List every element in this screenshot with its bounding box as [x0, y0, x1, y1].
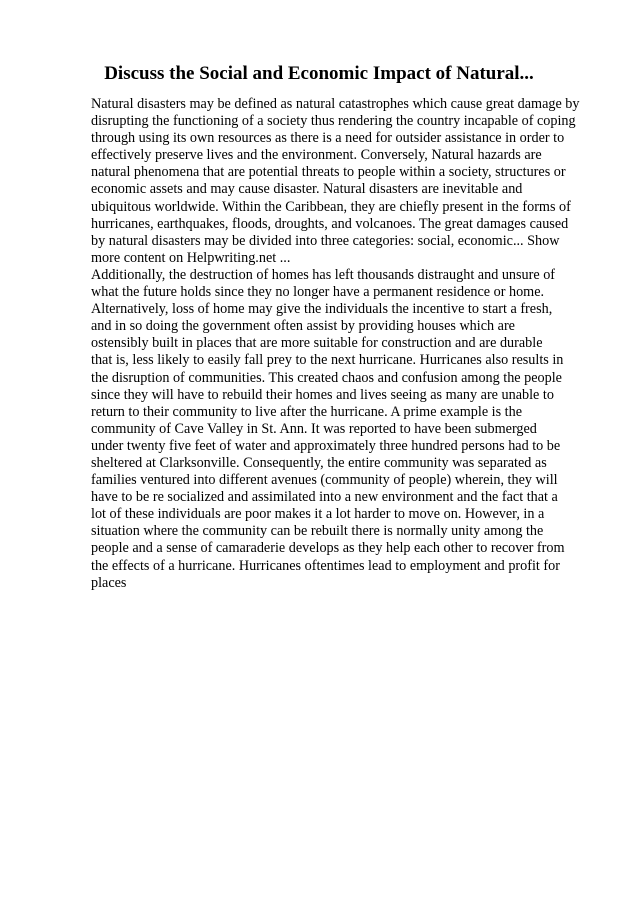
body-line: return to their community to live after the hurricane. A prime example is the [91, 403, 523, 420]
body-line: the effects of a hurricane. Hurricanes oftentimes lead to employment and profit for [91, 557, 560, 574]
body-line: Additionally, the destruction of homes has left thousands distraught and unsure of [91, 266, 556, 283]
body-line: hurricanes, earthquakes, floods, droughts, and volcanoes. The great damages caused [91, 215, 569, 232]
body-line: have to be re socialized and assimilated into a new environment and the fact that a [91, 489, 558, 506]
body-line: effectively preserve lives and the environment. Conversely, Natural hazards are [91, 147, 542, 164]
body-line: what the future holds since they no longer have a permanent residence or home. [91, 284, 545, 301]
body-line: situation where the community can be rebuilt there is normally unity among the [91, 523, 544, 540]
body-line: sheltered at Clarksonville. Consequently, the entire community was separated as [91, 454, 547, 471]
body-line: economic assets and may cause disaster. Natural disasters are inevitable and [91, 181, 523, 198]
body-line: ubiquitous worldwide. Within the Caribbean, they are chiefly present in the forms of [91, 198, 571, 215]
body-line: through using its own resources as there is a need for outsider assistance in order to [91, 130, 565, 147]
body-line: disrupting the functioning of a society thus rendering the country incapable of coping [91, 113, 576, 130]
body-line: Alternatively, loss of home may give the individuals the incentive to start a fresh, [91, 301, 553, 318]
body-line: people and a sense of camaraderie develops as they help each other to recover from [91, 540, 565, 557]
body-line: and in so doing the government often assist by providing houses which are [91, 318, 515, 335]
body-line: Natural disasters may be defined as natural catastrophes which cause great damage by [91, 96, 580, 112]
body-line: since they will have to rebuild their homes and lives seeing as many are unable to [91, 386, 554, 403]
body-line: natural phenomena that are potential threats to people within a society, structures or [91, 164, 566, 181]
body-line: by natural disasters may be divided into three categories: social, economic... Show [91, 232, 560, 249]
body-line: under twenty five feet of water and approximately three hundred persons had to be [91, 437, 561, 454]
body-line: ostensibly built in places that are more suitable for construction and are durable [91, 335, 543, 352]
body-line: places [91, 574, 127, 591]
body-line: lot of these individuals are poor makes it a lot harder to move on. However, in a [91, 506, 545, 523]
document-title: Discuss the Social and Economic Impact of Natural... [104, 63, 534, 84]
body-line: families ventured into different avenues (community of people) wherein, they will [91, 472, 558, 489]
body-line: that is, less likely to easily fall prey to the next hurricane. Hurricanes also results in [91, 352, 564, 369]
document-body [91, 96, 601, 592]
body-line: community of Cave Valley in St. Ann. It was reported to have been submerged [91, 420, 537, 437]
body-line: the disruption of communities. This created chaos and confusion among the people [91, 369, 562, 386]
body-line: more content on Helpwriting.net ... [91, 249, 291, 266]
